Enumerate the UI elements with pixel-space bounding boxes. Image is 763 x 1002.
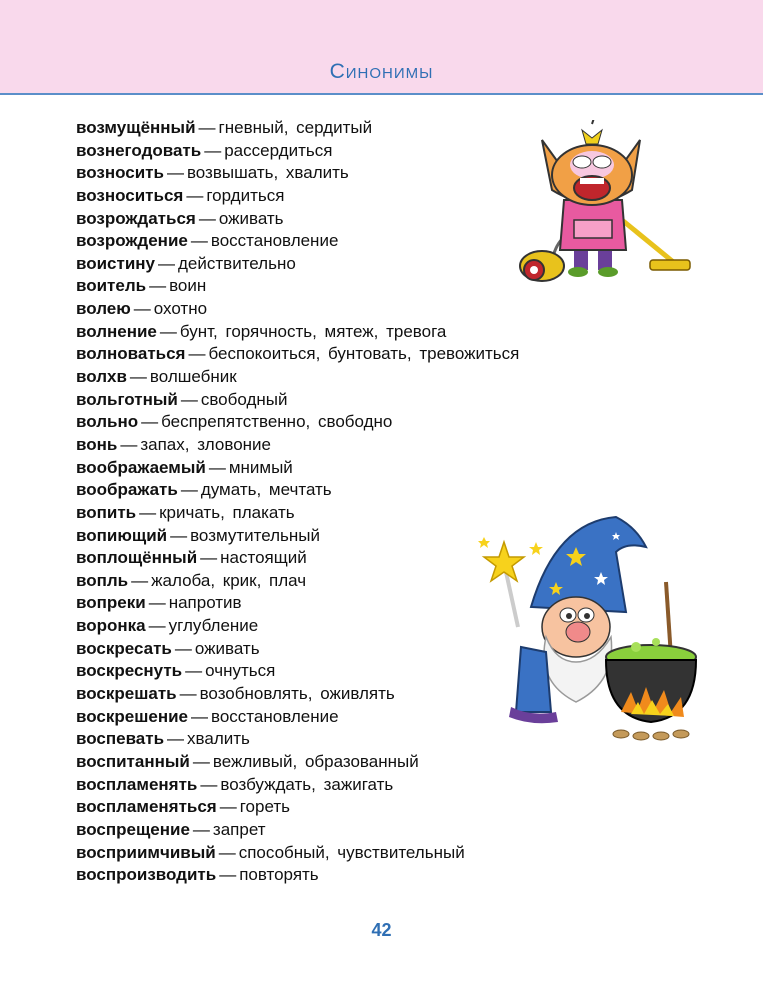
list-item xyxy=(76,774,696,797)
entry-synonyms: восстановление xyxy=(210,231,339,251)
entry-synonyms: гневный, сердитый xyxy=(218,118,373,137)
entry-dash: — xyxy=(120,434,138,454)
entry-word: вопить xyxy=(76,502,137,522)
entry-word: воспламенять xyxy=(76,774,198,794)
entry-dash: — xyxy=(167,729,185,749)
entry-synonyms: восстановление xyxy=(211,706,339,726)
entry-synonyms: возвышать, хвалить xyxy=(186,163,349,183)
entry-dash: — xyxy=(198,118,216,137)
list-item xyxy=(76,434,696,457)
entry-word: воспитанный xyxy=(76,751,190,771)
entry-dash: — xyxy=(204,140,222,160)
entry-dash: — xyxy=(179,684,197,704)
entry-synonyms: думать, мечтать xyxy=(200,480,332,500)
entry-word: восприимчивый xyxy=(76,842,216,862)
entry-synonyms: напротив xyxy=(168,593,242,613)
entry-word: воспевать xyxy=(76,729,165,749)
entry-dash: — xyxy=(170,525,188,545)
entry-synonyms: беспрепятственно, свободно xyxy=(161,412,393,432)
entry-word: вольготный xyxy=(76,389,178,409)
entry-dash: — xyxy=(166,163,184,183)
entry-synonyms: запах, зловоние xyxy=(140,434,272,454)
entry-synonyms: гореть xyxy=(239,797,291,817)
entry-word: волхв xyxy=(76,367,127,387)
entry-synonyms: жалоба, крик, плач xyxy=(151,570,307,590)
entry-dash: — xyxy=(133,299,151,319)
page-title: Синонимы xyxy=(329,60,434,83)
entry-word: возрождаться xyxy=(76,208,196,228)
entry-word: возноситься xyxy=(76,185,184,205)
entry-synonyms: возобновлять, оживлять xyxy=(199,684,395,704)
entry-synonyms: мнимый xyxy=(228,457,293,477)
entry-synonyms: оживать xyxy=(218,208,284,228)
entry-synonyms: очнуться xyxy=(205,661,276,681)
entry-word: вольно xyxy=(76,412,139,432)
entry-word: воображать xyxy=(76,480,178,500)
list-item xyxy=(76,796,696,819)
entry-synonyms: вежливый, образованный xyxy=(212,751,419,771)
entry-synonyms: гордиться xyxy=(206,185,285,205)
entry-dash: — xyxy=(191,706,208,726)
entry-word: вознегодовать xyxy=(76,140,202,160)
entry-word: вонь xyxy=(76,434,118,454)
entry-synonyms: воин xyxy=(169,276,207,296)
entry-dash: — xyxy=(200,548,218,568)
entry-word: возрождение xyxy=(76,231,188,251)
entry-dash: — xyxy=(148,616,166,636)
list-item xyxy=(76,298,696,321)
page-number: 42 xyxy=(371,920,392,940)
entry-word: воплощённый xyxy=(76,548,198,568)
entry-word: воспрещение xyxy=(76,819,190,839)
entry-synonyms: свободный xyxy=(200,389,288,409)
entry-dash: — xyxy=(149,276,167,296)
entry-dash: — xyxy=(129,367,147,387)
wizard-cauldron-illustration xyxy=(476,512,706,747)
entry-dash: — xyxy=(148,593,166,613)
entry-dash: — xyxy=(188,344,206,364)
entry-synonyms: запрет xyxy=(212,819,266,839)
entry-word: волноваться xyxy=(76,344,186,364)
entry-dash: — xyxy=(185,661,203,681)
list-item xyxy=(76,366,696,389)
entry-synonyms: оживать xyxy=(194,638,260,658)
entry-word: вопреки xyxy=(76,593,146,613)
entry-dash: — xyxy=(139,502,157,522)
entry-synonyms: углубление xyxy=(168,616,259,636)
entry-dash: — xyxy=(141,412,159,432)
entry-word: воскрешение xyxy=(76,706,188,726)
list-item xyxy=(76,411,696,434)
entry-word: вопиющий xyxy=(76,525,168,545)
entry-word: волею xyxy=(76,299,131,319)
entry-synonyms: настоящий xyxy=(220,548,307,568)
entry-word: волнение xyxy=(76,321,157,341)
entry-dash: — xyxy=(218,842,236,862)
list-item xyxy=(76,819,696,842)
entry-synonyms: охотно xyxy=(153,299,208,319)
entry-word: вопль xyxy=(76,570,129,590)
entry-dash: — xyxy=(174,638,192,658)
entry-word: воронка xyxy=(76,616,146,636)
entry-word: воскрешать xyxy=(76,684,177,704)
entry-dash: — xyxy=(219,797,237,817)
entry-synonyms: волшебник xyxy=(149,367,237,387)
list-item xyxy=(76,842,696,865)
cat-vacuum-illustration xyxy=(512,120,692,290)
entry-dash: — xyxy=(219,865,237,885)
entry-dash: — xyxy=(131,570,149,590)
entry-dash: — xyxy=(192,819,210,839)
entry-synonyms: рассердиться xyxy=(224,140,333,160)
list-item xyxy=(76,321,696,344)
page-header xyxy=(0,0,763,95)
entry-word: воистину xyxy=(76,253,156,273)
list-item xyxy=(76,864,696,887)
entry-dash: — xyxy=(200,774,218,794)
entry-word: возмущённый xyxy=(76,118,196,137)
entry-dash: — xyxy=(190,231,208,251)
entry-word: воображаемый xyxy=(76,457,206,477)
entry-dash: — xyxy=(186,185,204,205)
entry-synonyms: действительно xyxy=(178,253,296,273)
entry-word: возносить xyxy=(76,163,164,183)
list-item xyxy=(76,343,696,366)
entry-word: воспламеняться xyxy=(76,797,217,817)
entry-dash: — xyxy=(198,208,216,228)
entry-dash: — xyxy=(208,457,226,477)
entry-synonyms: бунт, горячность, мятеж, тревога xyxy=(179,321,447,341)
entry-synonyms: кричать, плакать xyxy=(159,502,295,522)
entry-synonyms: хвалить xyxy=(187,729,250,749)
entry-word: воитель xyxy=(76,276,147,296)
entry-dash: — xyxy=(158,253,176,273)
entry-word: воспроизводить xyxy=(76,865,217,885)
entry-word: воскресать xyxy=(76,638,172,658)
entry-word: воскреснуть xyxy=(76,661,183,681)
entry-dash: — xyxy=(180,480,198,500)
entry-synonyms: повторять xyxy=(239,865,319,885)
list-item xyxy=(76,479,696,502)
entry-synonyms: возбуждать, зажигать xyxy=(220,774,394,794)
list-item xyxy=(76,457,696,480)
entry-synonyms: способный, чувствительный xyxy=(238,842,465,862)
list-item xyxy=(76,389,696,412)
list-item xyxy=(76,751,696,774)
entry-dash: — xyxy=(180,389,198,409)
entry-synonyms: беспокоиться, бунтовать, тревожиться xyxy=(208,344,520,364)
entry-synonyms: возмутительный xyxy=(190,525,321,545)
entry-dash: — xyxy=(192,751,210,771)
entry-dash: — xyxy=(159,321,177,341)
